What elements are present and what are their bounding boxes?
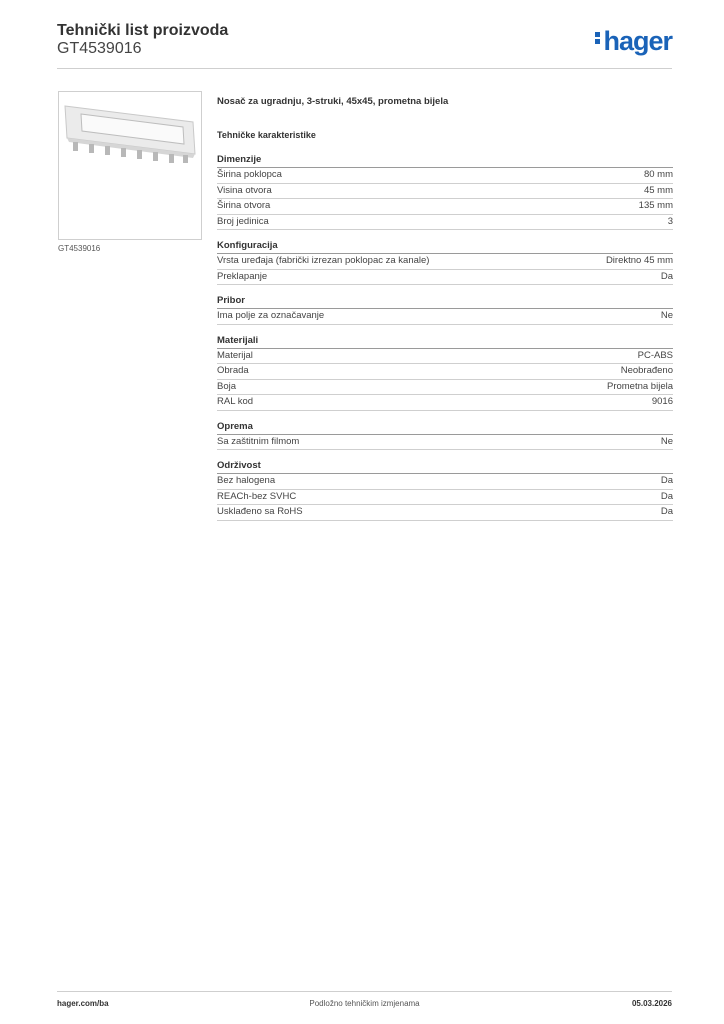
spec-value: Da xyxy=(660,490,673,502)
group-pribor xyxy=(217,295,673,325)
spec-row xyxy=(217,474,673,490)
footer-website-link[interactable]: hager.com/ba xyxy=(57,999,109,1008)
spec-value: 135 mm xyxy=(638,200,673,211)
spec-label: Sa zaštitnim filmom xyxy=(217,435,300,447)
spec-row xyxy=(217,395,673,411)
group-title: Održivost xyxy=(217,460,673,474)
page-footer xyxy=(57,991,672,1016)
group-materijali xyxy=(217,335,673,411)
spec-value: 45 mm xyxy=(643,184,673,196)
spec-row xyxy=(217,254,673,270)
group-odrzivost xyxy=(217,460,673,521)
group-title: Dimenzije xyxy=(217,154,673,168)
spec-label: Broj jedinica xyxy=(217,215,269,227)
spec-value: 80 mm xyxy=(643,169,673,180)
spec-label: Boja xyxy=(217,380,237,392)
logo-dots-icon xyxy=(595,30,601,46)
spec-row xyxy=(217,168,673,184)
spec-label: Preklapanje xyxy=(217,270,268,282)
spec-value: 9016 xyxy=(651,396,673,407)
spec-value: Da xyxy=(660,475,673,486)
image-caption: GT4539016 xyxy=(58,244,101,253)
spec-row xyxy=(217,184,673,200)
product-frame-photo-icon xyxy=(59,92,201,239)
spec-label: Širina poklopca xyxy=(217,169,282,180)
spec-label: Ima polje za označavanje xyxy=(217,310,325,321)
spec-label: Bez halogena xyxy=(217,475,276,486)
spec-row xyxy=(217,364,673,380)
spec-row xyxy=(217,309,673,325)
footer-disclaimer: Podložno tehničkim izmjenama xyxy=(309,999,420,1008)
spec-value: 3 xyxy=(667,215,673,227)
section-title: Tehničke karakteristike xyxy=(217,130,316,140)
spec-row xyxy=(217,349,673,365)
product-code: GT4539016 xyxy=(57,40,142,57)
spec-label: Materijal xyxy=(217,349,253,361)
product-image xyxy=(58,91,202,240)
spec-value: Da xyxy=(660,270,673,282)
spec-value: Da xyxy=(660,506,673,517)
product-title: Nosač za ugradnju, 3-struki, 45x45, prometna bijela xyxy=(217,96,449,107)
spec-label: REACh-bez SVHC xyxy=(217,490,297,502)
spec-row xyxy=(217,199,673,215)
spec-label: Usklađeno sa RoHS xyxy=(217,506,303,517)
page-header xyxy=(57,20,672,69)
group-title: Pribor xyxy=(217,295,673,309)
spec-row xyxy=(217,490,673,506)
hager-logo xyxy=(595,26,672,57)
spec-row xyxy=(217,505,673,521)
spec-value: Prometna bijela xyxy=(606,380,673,392)
spec-label: RAL kod xyxy=(217,396,254,407)
spec-content xyxy=(217,96,673,531)
logo-text: hager xyxy=(603,26,672,56)
spec-row xyxy=(217,380,673,396)
spec-row xyxy=(217,270,673,286)
spec-row xyxy=(217,215,673,231)
spec-row xyxy=(217,435,673,451)
spec-label: Obrada xyxy=(217,365,249,376)
group-konfiguracija xyxy=(217,240,673,285)
spec-value: Direktno 45 mm xyxy=(605,255,673,266)
footer-date: 05.03.2026 xyxy=(631,999,672,1008)
spec-label: Širina otvora xyxy=(217,200,271,211)
group-title: Materijali xyxy=(217,335,673,349)
spec-value: Ne xyxy=(660,435,673,447)
group-title: Konfiguracija xyxy=(217,240,673,254)
group-oprema xyxy=(217,421,673,451)
spec-label: Vrsta uređaja (fabrički izrezan poklopac za kanale) xyxy=(217,255,430,266)
spec-value: Neobrađeno xyxy=(620,365,673,376)
document-title: Tehnički list proizvoda xyxy=(57,22,229,39)
spec-label: Visina otvora xyxy=(217,184,272,196)
spec-value: PC-ABS xyxy=(637,349,673,361)
spec-value: Ne xyxy=(660,310,673,321)
group-dimenzije xyxy=(217,154,673,230)
group-title: Oprema xyxy=(217,421,673,435)
